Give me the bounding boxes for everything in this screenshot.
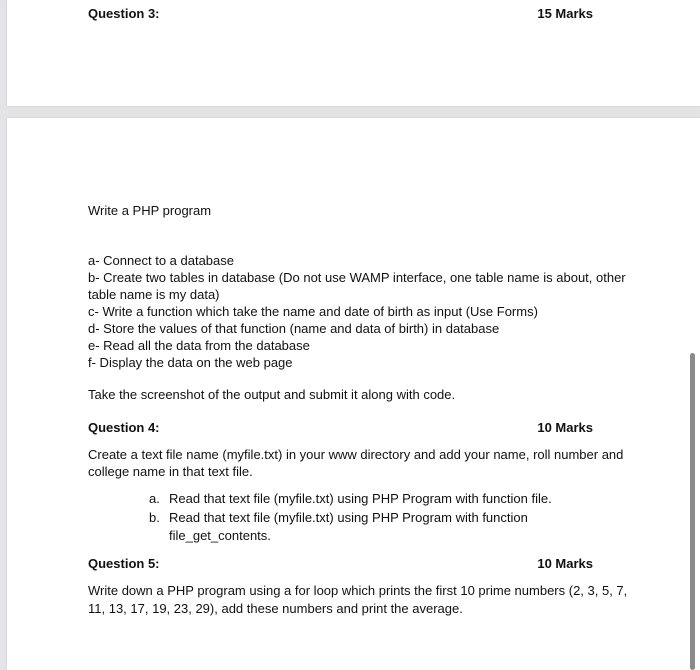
question5-marks: 10 Marks — [537, 556, 593, 571]
q3-submit-instruction: Take the screenshot of the output and submit it along with code. — [88, 387, 456, 402]
question4-marks: 10 Marks — [537, 420, 593, 435]
q5-text-line2: 11, 13, 17, 19, 23, 29), add these numbers and print the average. — [88, 601, 463, 616]
q3-item-b-cont: table name is my data) — [88, 287, 220, 302]
question3-heading: Question 3: — [88, 6, 160, 21]
vertical-scrollbar[interactable] — [690, 353, 695, 670]
q3-item-b: b- Create two tables in database (Do not use WAMP interface, one table name is about, other — [88, 270, 626, 285]
question4-heading: Question 4: — [88, 420, 160, 435]
question5-heading: Question 5: — [88, 556, 160, 571]
q3-item-d: d- Store the values of that function (name and data of birth) in database — [88, 321, 500, 336]
q4-text-line1: Create a text file name (myfile.txt) in your www directory and add your name, roll number and — [88, 447, 624, 462]
question3-marks: 15 Marks — [537, 6, 593, 21]
q4-list-item-b: Read that text file (myfile.txt) using PHP Program with function — [169, 510, 528, 525]
q4-list-item-a: Read that text file (myfile.txt) using PHP Program with function file. — [169, 491, 552, 506]
q3-item-c: c- Write a function which take the name and date of birth as input (Use Forms) — [88, 304, 538, 319]
q3-item-a: a- Connect to a database — [88, 253, 234, 268]
q4-list-item-b-cont: file_get_contents. — [169, 528, 271, 543]
q5-text-line1: Write down a PHP program using a for loop which prints the first 10 prime numbers (2, 3, 5, 7, — [88, 583, 628, 598]
q3-intro: Write a PHP program — [88, 203, 212, 218]
document-page-2 — [7, 118, 700, 670]
q4-list-marker-a: a. — [149, 491, 160, 506]
q4-list-marker-b: b. — [149, 510, 160, 525]
document-page-1 — [7, 0, 700, 106]
q3-item-f: f- Display the data on the web page — [88, 355, 293, 370]
q3-item-e: e- Read all the data from the database — [88, 338, 310, 353]
q4-text-line2: college name in that text file. — [88, 464, 253, 479]
